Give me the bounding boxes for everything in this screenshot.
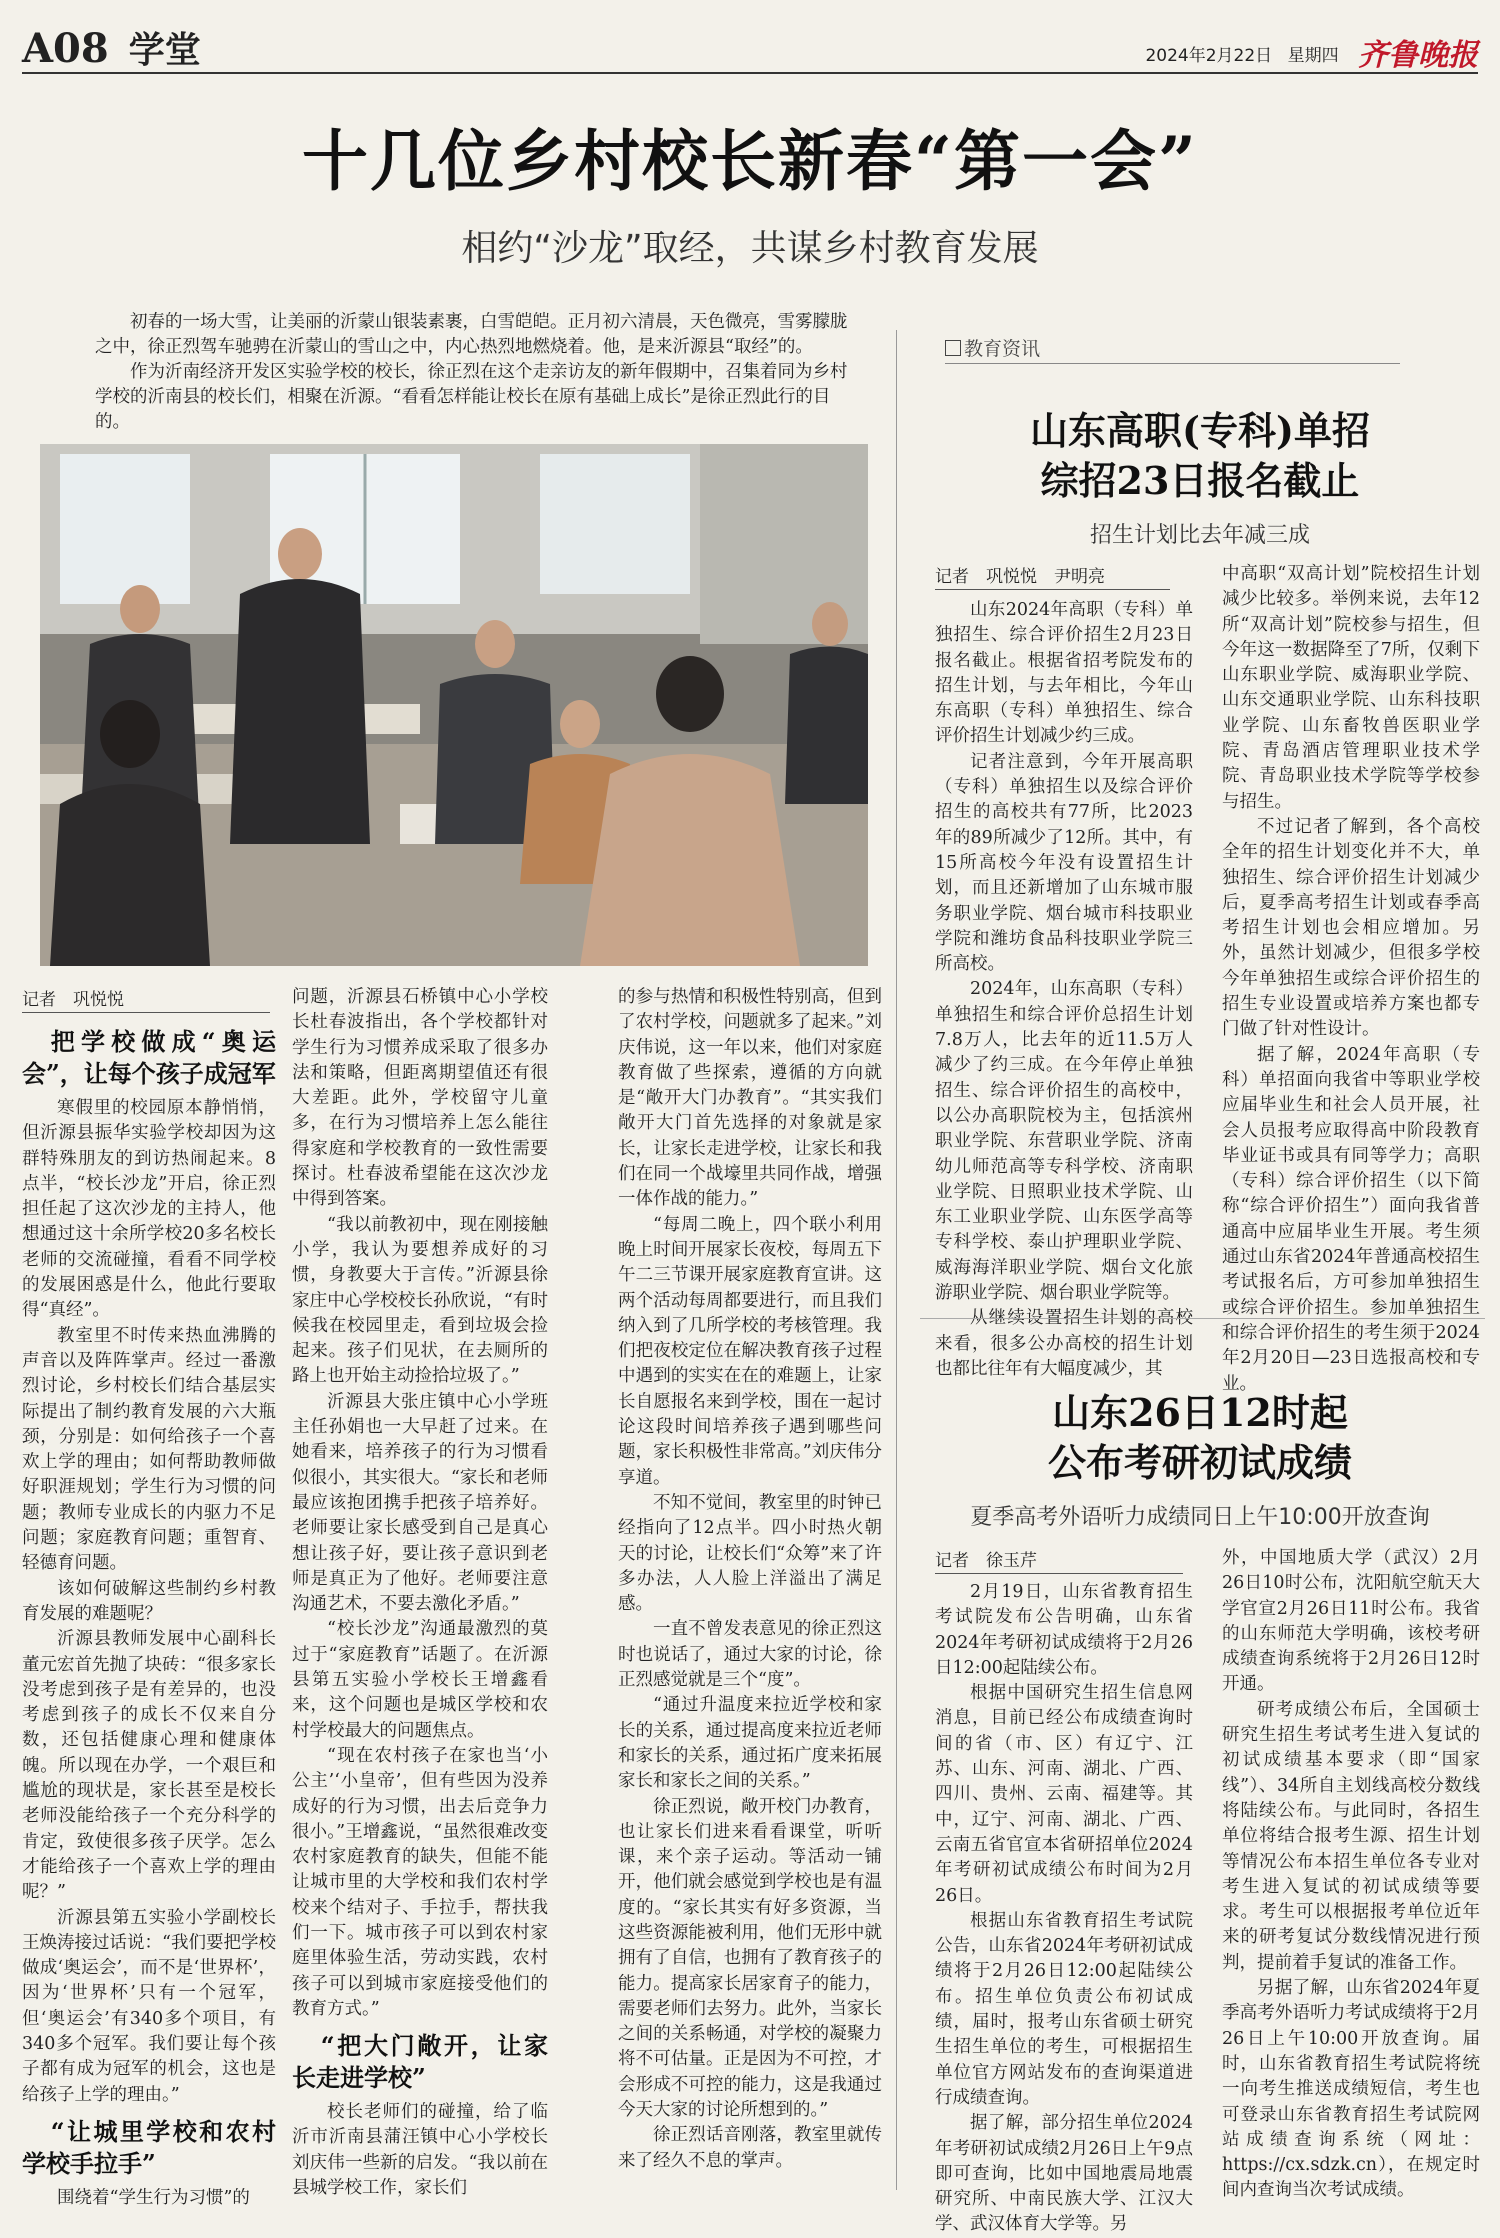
article-paragraph: 寒假里的校园原本静悄悄，但沂源县振华实验学校却因为这群特殊朋友的到访热闹起来。8点半，“校长沙龙”开启，徐正烈担任起了这次沙龙的主持人，他想通过这十余所学校20多名校长老师的交流碰撞，看看不同学校的发展困惑是什么，他此行要取得“真经”。: [22, 1098, 276, 1321]
newspaper-logo: 齐鲁晚报: [1358, 38, 1478, 73]
article-paragraph: 一直不曾发表意见的徐正烈这时也说话了，通过大家的讨论，徐正烈感觉就是三个“度”。: [618, 1619, 882, 1691]
article-paragraph: 2024年，山东高职（专科）单独招生和综合评价总招生计划7.8万人，比去年的近11.5万人减少了约三成。在今年停止单独招生、综合评价招生的高校中，以公办高职院校为主，包括滨州职业学院、东营职业学院、济南幼儿师范高等专科学校、济南职业学院、日照职业技术学院、山东工业职业学院、山东医学高等专科学校、泰山护理职业学院、威海海洋职业学院、烟台文化旅游职业学院、烟台职业学院等。: [935, 979, 1193, 1304]
lead-headline: 十几位乡村校长新春“第一会”: [302, 122, 1198, 200]
article-paragraph: 山东2024年高职（专科）单独招生、综合评价招生2月23日报名截止。根据省招考院发布的招生计划，与去年相比，今年山东高职（专科）单独招生、综合评价招生计划减少约三成。: [935, 600, 1193, 747]
article-paragraph: 该如何破解这些制约乡村教育发展的难题呢？: [22, 1578, 276, 1624]
square-bullet-icon: [945, 340, 961, 356]
article-paragraph: 沂源县大张庄镇中心小学班主任孙娟也一大早赶了过来。在她看来，培养孩子的行为习惯看似很小，其实很大。“家长和老师最应该抱团携手把孩子培养好。老师要让家长感受到自己是真心想让孩子好，要让孩子意识到老师是真正为了他好。老师要注意沟通艺术，不要去激化矛盾。”: [292, 1391, 548, 1615]
sidebar-subheadline-2: 夏季高考外语听力成绩同日上午10:00开放查询: [970, 1505, 1430, 1530]
lead-column-1: [22, 1018, 276, 2208]
sidebar-subheadline-1: 招生计划比去年减三成: [1089, 523, 1310, 548]
article-paragraph: 根据山东省教育招生考试院公告，山东省2024年考研初试成绩将于2月26日12:00起陆续公布。招生单位负责公布初试成绩，届时，报考山东省硕士研究生招生单位的考生，可根据招生单位官方网站发布的查询渠道进行成绩查询。: [935, 1910, 1193, 2108]
kicker-label: 教育资讯: [964, 338, 1041, 360]
article-paragraph: 围绕着“学生行为习惯”的: [57, 2187, 250, 2208]
headline-line: 公布考研初试成绩: [1047, 1440, 1352, 1485]
article-paragraph: 另据了解，山东省2024年夏季高考外语听力考试成绩将于2月26日上午10:00开放查询。届时，山东省教育招生考试院将统一向考生推送成绩短信，考生也可登录山东省教育招生考试院网站成绩查询系统（网址：https://cx.sdzk.cn），在规定时间内查询当次考试成绩。: [1222, 1978, 1480, 2201]
intro-paragraph: 作为沂南经济开发区实验学校的校长，徐正烈在这个走亲访友的新年假期中，召集着同为乡村学校的沂南县的校长们，相聚在沂源。“看看怎样能让校长在原有基础上成长”是徐正烈此行的目的。: [95, 362, 848, 432]
lead-column-2: [292, 985, 548, 2199]
article-paragraph: 根据中国研究生招生信息网消息，目前已经公布成绩查询时间的省（市、区）有辽宁、江苏、山东、河南、湖北、广西、四川、贵州、云南、福建等。其中，辽宁、河南、湖北、广西、云南五省官宣本省研招单位2024年考研初试成绩公布时间为2月26日。: [935, 1683, 1193, 1906]
article-paragraph: 研考成绩公布后，全国硕士研究生招生考试考生进入复试的初试成绩基本要求（即“国家线”）、34所自主划线高校分数线将陆续公布。与此同时，各招生单位将结合报考生源、招生计划等情况公布本招生单位各专业对考生进入复试的初试成绩等要求。考生可以根据报考单位近年来的研考复试分数线情况进行预判，提前着手复试的准备工作。: [1222, 1699, 1480, 1973]
section-kicker: [945, 334, 1400, 364]
article-paragraph: 中高职“双高计划”院校招生计划减少比较多。举例来说，去年12所“双高计划”院校参与招生，但今年这一数据降至了7所，仅剩下山东职业学院、威海职业学院、山东交通职业学院、山东科技职业学院、山东畜牧兽医职业学院、青岛酒店管理职业技术学院、青岛职业技术学院等学校参与招生。: [1222, 564, 1480, 812]
lead-subheadline: 相约“沙龙”取经，共谋乡村教育发展: [461, 228, 1039, 269]
article-paragraph: 不知不觉间，教室里的时钟已经指向了12点半。四小时热火朝天的讨论，让校长们“众筹”来了许多办法，人人脸上洋溢出了满足感。: [618, 1492, 882, 1615]
lead-column-3: [618, 985, 882, 2188]
sidebar-headline-2: [900, 1388, 1500, 1488]
article-paragraph: 徐正烈说，敞开校门办教育，也让家长们进来看看课堂，听听课，来个亲子运动。等活动一铺开，他们就会感觉到学校也是有温度的。“家长其实有好多资源，当这些资源能被利用，他们无形中就拥有了自信，也拥有了教育孩子的能力。提高家长居家育子的能力，需要老师们去努力。此外，当家长之间的关系畅通，对学校的凝聚力将不可估量。正是因为不可控，才会形成不可控的能力，这是我通过今天大家的讨论所想到的。”: [618, 1796, 882, 2121]
classroom-photo-illustration: [40, 444, 868, 966]
headline-line: 综招23日报名截止: [1040, 458, 1360, 503]
article-paragraph: 问题，沂源县石桥镇中心小学校长杜春波指出，各个学校都针对学生行为习惯养成采取了很多办法和策略，但距离期望值还有很大差距。此外，学校留守儿童多，在行为习惯培养上怎么能往得家庭和学校教育的一致性需要探讨。杜春波希望能在这次沙龙中得到答案。: [292, 987, 548, 1210]
news-photo: [40, 444, 868, 966]
article-paragraph: 沂源县第五实验小学副校长王焕涛接过话说：“我们要把学校做成‘奥运会’，而不是‘世界杯’，因为‘世界杯’只有一个冠军，但‘奥运会’有340多个项目，有340多个冠军。我们要让每个孩子都有成为冠军的机会，这也是给孩子上学的理由。”: [22, 1907, 276, 2105]
intro-paragraph: 初春的一场大雪，让美丽的沂蒙山银装素裹，白雪皑皑。正月初六清晨，天色微亮，雪雾朦胧之中，徐正烈驾车驰骋在沂蒙山的雪山之中，内心热烈地燃烧着。他，是来沂源县“取经”的。: [95, 312, 848, 357]
headline-line: 山东高职(专科)单招: [1030, 408, 1370, 453]
article-paragraph: 据了解，部分招生单位2024年考研初试成绩2月26日上午9点即可查询，比如中国地震局地震研究所、中南民族大学、江汉大学、武汉体育大学等。另: [935, 2113, 1193, 2235]
lead-subhead: “把大门敞开，让家长走进学校”: [292, 2031, 548, 2093]
article-paragraph: 沂源县教师发展中心副科长董元宏首先抛了块砖：“很多家长没考虑到孩子是有差异的，也没考虑到孩子的成长不仅来自分数，还包括健康心理和健康体魄。所以现在办学，一个艰巨和尴尬的现状是，家长甚至是校长老师没能给孩子一个充分科学的肯定，致使很多孩子厌学。怎么才能给孩子一个喜欢上学的理由呢？”: [22, 1629, 276, 1903]
article-paragraph: 从继续设置招生计划的高校来看，很多公办高校的招生计划也都比往年有大幅度减少，其: [935, 1308, 1193, 1379]
lead-intro: [95, 310, 855, 435]
article-paragraph: 2月19日，山东省教育招生考试院发布公告明确，山东省2024年考研初试成绩将于2月26日12:00起陆续公布。: [935, 1582, 1193, 1678]
sidebar-1-column-1: [935, 598, 1193, 1379]
sidebar-byline-2: 记者 徐玉芹: [935, 1546, 1183, 1574]
article-paragraph: “现在农村孩子在家也当‘小公主’‘小皇帝’，但有些因为没养成好的行为习惯，出去后竞争力很小。”王增鑫说，“虽然很难改变农村家庭教育的缺失，但能不能让城市里的大学校和我们农村学校来个结对子、手拉手，帮扶我们一下。城市孩子可以到农村家庭里体验生活，劳动实践，农村孩子可以到城市家庭接受他们的教育方式。”: [292, 1745, 548, 2019]
header-rule: [22, 72, 1478, 74]
page-number: A08: [22, 25, 109, 72]
article-paragraph: 不过记者了解到，各个高校全年的招生计划变化并不大，单独招生、综合评价招生计划减少后，夏季高考招生计划或春季高考招生计划也会相应增加。另外，虽然计划减少，但很多学校今年单独招生或综合评价招生的招生专业设置或培养方案也都专门做了针对性设计。: [1222, 816, 1480, 1040]
article-paragraph: “校长沙龙”沟通最激烈的莫过于“家庭教育”话题了。在沂源县第五实验小学校长王增鑫看来，这个问题也是城区学校和农村学校最大的问题焦点。: [292, 1619, 548, 1741]
lead-subhead: “让城里学校和农村学校手拉手”: [22, 2116, 276, 2178]
article-paragraph: 徐正烈话音刚落，教室里就传来了经久不息的掌声。: [618, 2125, 882, 2171]
page-header-left: [22, 22, 201, 73]
article-paragraph: 外，中国地质大学（武汉）2月26日10时公布，沈阳航空航天大学官宣2月26日11时公布。我省的山东师范大学明确，该校考研成绩查询系统将于2月26日12时开通。: [1222, 1548, 1480, 1695]
column-divider: [896, 330, 897, 2190]
headline-line: 山东26日12时起: [1052, 1390, 1348, 1435]
sidebar-divider: [920, 1318, 1485, 1319]
issue-date: 2024年2月22日: [1145, 46, 1273, 66]
sidebar-2-column-1: [935, 1580, 1193, 2235]
sidebar-2-column-2: [1222, 1546, 1480, 2201]
article-paragraph: 记者注意到，今年开展高职（专科）单独招生以及综合评价招生的高校共有77所，比2023年的89所减少了12所。其中，有15所高校今年没有设置招生计划，而且还新增加了山东城市服务职业学院、烟台城市科技职业学院和潍坊食品科技职业学院三所高校。: [935, 751, 1193, 975]
article-paragraph: “我以前教初中，现在刚接触小学，我认为要想养成好的习惯，身教要大于言传。”沂源县徐家庄中心学校校长孙欣说，“有时候我在校园里走，看到垃圾会捡起来。孩子们见状，在去厕所的路上也开始主动捡拾垃圾了。”: [292, 1214, 548, 1387]
issue-weekday: 星期四: [1287, 46, 1339, 66]
sidebar-headline-1: [900, 406, 1500, 506]
article-paragraph: 的参与热情和积极性特别高，但到了农村学校，问题就多了起来。”刘庆伟说，这一年以来，他们对家庭教育做了些探索，遵循的方向就是“敞开大门办教育”。“其实我们敞开大门首先选择的对象就是家长，让家长走进学校，让家长和我们在同一个战壕里共同作战，增强一体作战的能力。”: [618, 987, 882, 1210]
article-paragraph: 校长老师们的碰撞，给了临沂市沂南县蒲汪镇中心小学校长刘庆伟一些新的启发。“我以前在县城学校工作，家长们: [292, 2102, 548, 2199]
lead-byline: 记者 巩悦悦: [22, 985, 270, 1013]
article-paragraph: 据了解，2024年高职（专科）单招面向我省中等职业学校应届毕业生和社会人员开展，社会人员报考应取得高中阶段教育毕业证书或具有同等学力；高职（专科）综合评价招生（以下简称“综合评价招生”）面向我省普通高中应届毕业生开展。考生须通过山东省2024年普通高校招生考试报名后，方可参加单独招生或综合评价招生。参加单独招生和综合评价招生的考生须于2024年2月20日—23日选报高校和专业。: [1222, 1044, 1480, 1394]
section-name: 学堂: [128, 29, 201, 71]
article-paragraph: 教室里不时传来热血沸腾的声音以及阵阵掌声。经过一番激烈讨论，乡村校长们结合基层实际提出了制约教育发展的六大瓶颈，分别是：如何给孩子一个喜欢上学的理由；如何帮助教师做好职涯规划；学生行为习惯的问题；教师专业成长的内驱力不足问题；家庭教育问题；重智育、轻德育问题。: [22, 1325, 276, 1574]
sidebar-1-column-2: [1222, 562, 1480, 1394]
article-paragraph: “每周二晚上，四个联小利用晚上时间开展家长夜校，每周五下午二三节课开展家庭教育宣讲。这两个活动每周都要进行，而且我们纳入到了几所学校的考核管理。我们把夜校定位在解决教育孩子过程中遇到的实实在在的难题上，让家长自愿报名来到学校，围在一起讨论这段时间培养孩子遇到哪些问题，家长积极性非常高。”刘庆伟分享道。: [618, 1214, 882, 1488]
sidebar-byline-1: 记者 巩悦悦 尹明亮: [935, 562, 1170, 590]
lead-subhead: 把学校做成“奥运会”，让每个孩子成冠军: [22, 1027, 276, 1088]
page-header-right: [1135, 30, 1478, 74]
article-paragraph: “通过升温度来拉近学校和家长的关系，通过提高度来拉近老师和家长的关系，通过拓广度来拓展家长和家长之间的关系。”: [618, 1695, 882, 1792]
